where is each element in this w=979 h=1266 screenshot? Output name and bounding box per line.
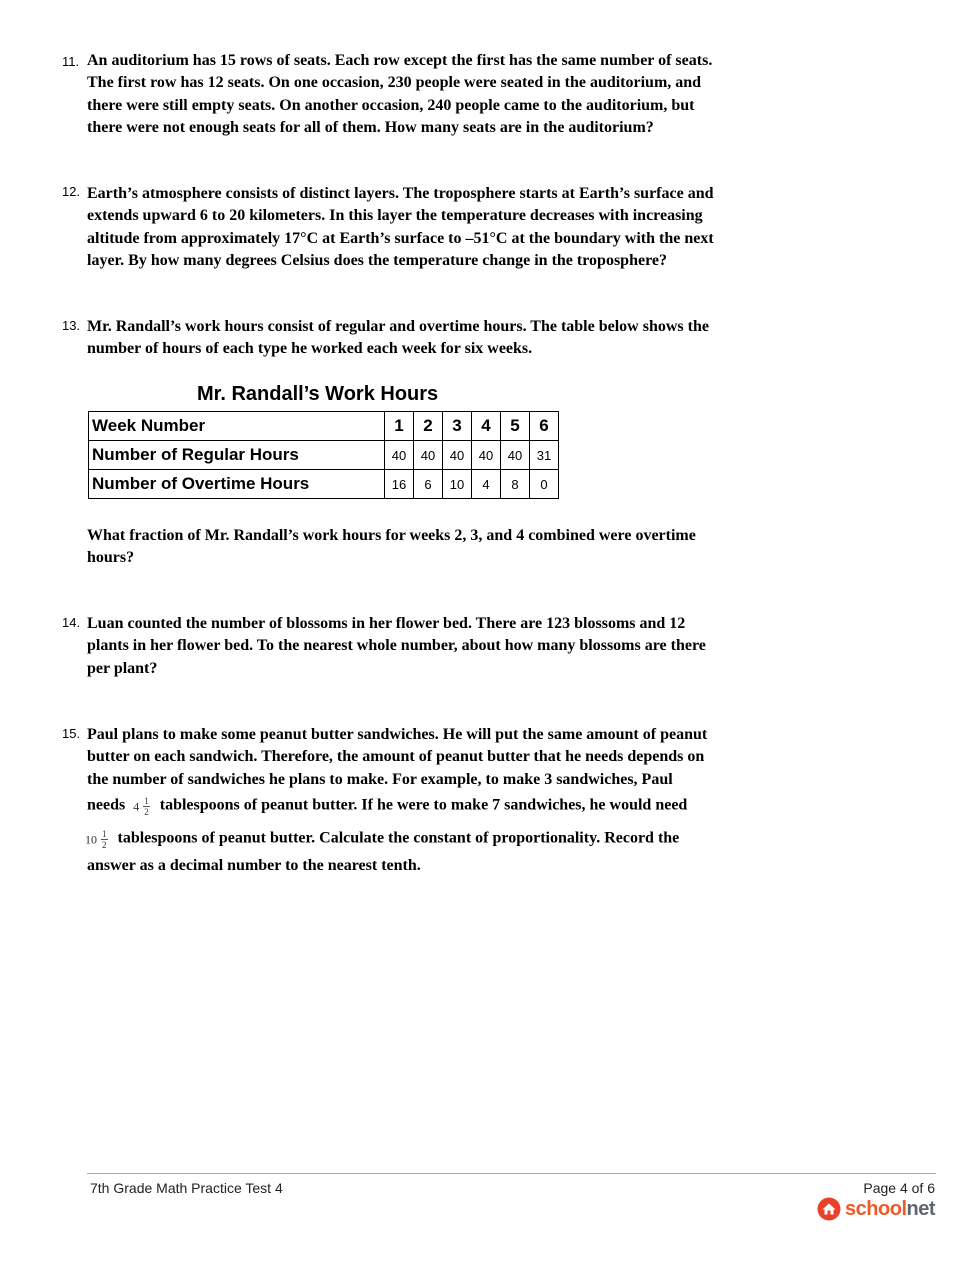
question-15-text-segment: tablespoons of peanut butter. Calculate the constant of proportionality. Record the — [117, 829, 680, 847]
question-15-line: the number of sandwiches he plans to make. For example, to make 3 sandwiches, Paul — [87, 770, 673, 788]
schoolnet-house-icon — [817, 1197, 841, 1221]
question-11-line: there were still empty seats. On another occasion, 240 people came to the auditorium, but — [87, 96, 695, 114]
table-row — [89, 470, 559, 499]
question-number-15: 15. — [62, 726, 81, 741]
row-header: Number of Regular Hours — [89, 441, 385, 470]
footer-test-title: 7th Grade Math Practice Test 4 — [90, 1180, 283, 1196]
question-12-line: layer. By how many degrees Celsius does the temperature change in the troposphere? — [87, 251, 667, 269]
mixed-number-whole: 10 — [85, 832, 97, 847]
fraction-numerator: 1 — [144, 795, 149, 806]
schoolnet-logo — [817, 1196, 935, 1222]
question-11-line: An auditorium has 15 rows of seats. Each row except the first has the same number of seats. — [87, 52, 713, 69]
table-cell: 16 — [385, 470, 414, 499]
question-15-line: Paul plans to make some peanut butter sandwiches. He will put the same amount of peanut — [87, 726, 708, 743]
table-cell: 0 — [530, 470, 559, 499]
question-14-line: Luan counted the number of blossoms in her flower bed. There are 123 blossoms and 12 — [87, 615, 686, 632]
question-14-text — [87, 613, 787, 680]
table-cell: 6 — [414, 470, 443, 499]
footer-page-number: Page 4 of 6 — [863, 1180, 935, 1196]
question-12-line: altitude from approximately 17°C at Earth’s surface to –51°C at the boundary with the next — [87, 229, 714, 247]
question-number-11: 11. — [62, 54, 80, 69]
table-cell: 31 — [530, 441, 559, 470]
table-cell: 40 — [501, 441, 530, 470]
question-11-text — [87, 50, 787, 139]
table-cell: 4 — [472, 470, 501, 499]
question-15-text-segment: needs — [87, 796, 126, 814]
table-cell: 2 — [414, 412, 443, 441]
table-cell: 40 — [385, 441, 414, 470]
work-hours-table — [88, 411, 559, 499]
table-cell: 3 — [443, 412, 472, 441]
question-14-line: per plant? — [87, 659, 158, 677]
table-title: Mr. Randall’s Work Hours — [197, 383, 439, 405]
fraction-numerator: 1 — [102, 828, 107, 839]
question-15-text-segment: tablespoons of peanut butter. If he were to make 7 sandwiches, he would need — [159, 796, 688, 814]
brand-net: net — [906, 1197, 935, 1220]
fraction — [101, 829, 108, 850]
question-15-text — [87, 724, 787, 877]
table-cell: 5 — [501, 412, 530, 441]
question-13-text — [87, 316, 787, 361]
question-number-14: 14. — [62, 615, 81, 630]
question-13-line: number of hours of each type he worked each week for six weeks. — [87, 340, 533, 358]
mixed-number-10-1-2 — [85, 823, 108, 854]
table-cell: 40 — [472, 441, 501, 470]
fraction-denominator: 2 — [102, 839, 107, 850]
question-12-line: extends upward 6 to 20 kilometers. In this layer the temperature decreases with increasing — [87, 207, 703, 225]
table-row — [89, 412, 559, 441]
question-15-line — [85, 823, 787, 855]
question-13-followup-line: hours? — [87, 549, 135, 567]
question-13-line: Mr. Randall’s work hours consist of regular and overtime hours. The table below shows the — [87, 318, 709, 335]
question-number-13: 13. — [62, 318, 81, 333]
question-11-line: there were not enough seats for all of them. How many seats are in the auditorium? — [87, 118, 654, 136]
row-header: Week Number — [89, 412, 385, 441]
mixed-number-4-1-2 — [133, 791, 150, 820]
question-13-followup — [87, 525, 787, 570]
fraction — [143, 796, 150, 817]
table-cell: 4 — [472, 412, 501, 441]
question-14-line: plants in her flower bed. To the nearest whole number, about how many blossoms are there — [87, 637, 706, 655]
table-cell: 8 — [501, 470, 530, 499]
brand-wordmark — [845, 1198, 935, 1221]
footer-divider — [87, 1173, 936, 1174]
question-15-line — [87, 791, 787, 823]
table-row — [89, 441, 559, 470]
fraction-denominator: 2 — [144, 806, 149, 817]
table-cell: 40 — [443, 441, 472, 470]
question-12-text — [87, 183, 787, 272]
question-13-followup-line: What fraction of Mr. Randall’s work hours for weeks 2, 3, and 4 combined were overtime — [87, 527, 696, 544]
question-15-line: answer as a decimal number to the nearest tenth. — [87, 856, 421, 874]
brand-school: school — [845, 1197, 907, 1220]
table-cell: 40 — [414, 441, 443, 470]
question-12-line: Earth’s atmosphere consists of distinct layers. The troposphere starts at Earth’s surface and — [87, 185, 714, 202]
table-cell: 10 — [443, 470, 472, 499]
question-11-line: The first row has 12 seats. On one occasion, 230 people were seated in the auditorium, and — [87, 74, 702, 92]
mixed-number-whole: 4 — [133, 799, 140, 814]
question-number-12: 12. — [62, 184, 81, 199]
table-cell: 1 — [385, 412, 414, 441]
question-15-line: butter on each sandwich. Therefore, the amount of peanut butter that he needs depends on — [87, 748, 705, 766]
row-header: Number of Overtime Hours — [89, 470, 385, 499]
table-cell: 6 — [530, 412, 559, 441]
